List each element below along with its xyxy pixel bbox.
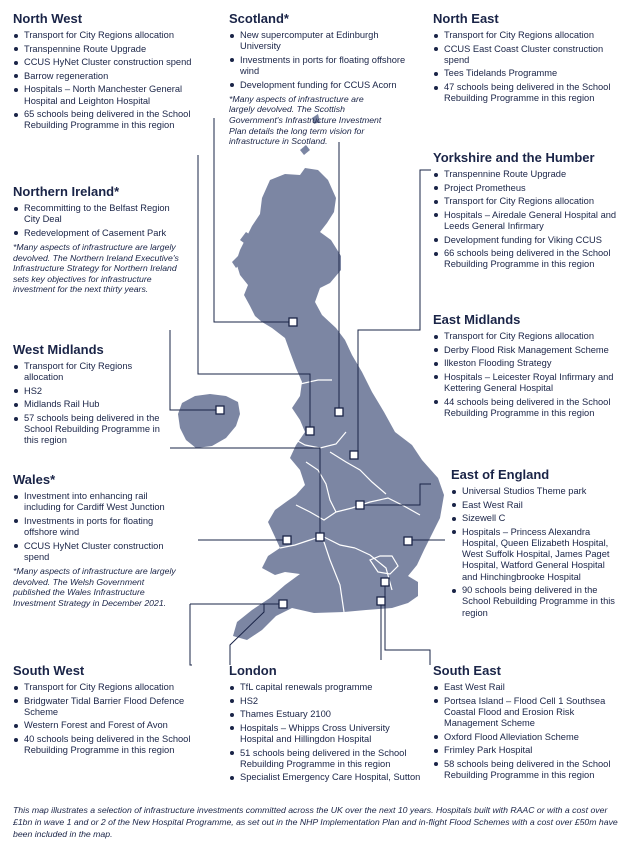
investment-list (13, 361, 163, 447)
region-east-of-england (451, 467, 618, 621)
list-item: Transport for City Regions allocation (13, 30, 199, 41)
list-item: 58 schools being delivered in the School Rebuilding Programme in this region (433, 759, 618, 781)
list-item: 40 schools being delivered in the School Rebuilding Programme in this region (13, 734, 213, 756)
investment-list (13, 30, 199, 132)
region-title: South West (13, 663, 85, 678)
list-item: East West Rail (433, 682, 618, 693)
devolution-note: *Many aspects of infrastructure are largely devolved. The Scottish Government's Infrastructure Investment Plan details the long term vision for infrastructure in Scotland. (229, 93, 382, 147)
marker-south-west-square-marker-icon (279, 600, 287, 608)
region-title: London (229, 663, 277, 678)
list-item: Tees Tidelands Programme (433, 68, 618, 79)
list-item: Hospitals – Princess Alexandra Hospital, Queen Elizabeth Hospital, West Suffolk Hospital, James Paget Hospital, Watford General Hospital and Hinchingbrooke Hospital (451, 527, 618, 583)
marker-south-east-square-marker-icon (377, 597, 385, 605)
list-item: CCUS HyNet Cluster construction spend (13, 57, 199, 68)
region-yorkshire-and-the-humber (433, 150, 618, 273)
marker-north-east-square-marker-icon (335, 408, 343, 416)
list-item: Universal Studios Theme park (451, 486, 618, 497)
list-item: CCUS HyNet Cluster construction spend (13, 541, 183, 563)
list-item: Transpennine Route Upgrade (13, 44, 199, 55)
investment-list (433, 169, 618, 271)
marker-west-midlands-square-marker-icon (316, 533, 324, 541)
marker-london-square-marker-icon (381, 578, 389, 586)
list-item: Bridgwater Tidal Barrier Flood Defence Scheme (13, 696, 213, 718)
region-title: West Midlands (13, 342, 104, 357)
list-item: Portsea Island – Flood Cell 1 Southsea Coastal Flood and Erosion Risk Management Scheme (433, 696, 618, 730)
list-item: Project Prometheus (433, 183, 618, 194)
list-item: Hospitals – Whipps Cross University Hospital and Hillingdon Hospital (229, 723, 424, 745)
list-item: Frimley Park Hospital (433, 745, 618, 756)
region-title: Scotland* (229, 11, 289, 26)
list-item: Transport for City Regions allocation (13, 361, 163, 383)
investment-list (13, 203, 188, 239)
list-item: Redevelopment of Casement Park (13, 228, 188, 239)
list-item: Thames Estuary 2100 (229, 709, 424, 720)
list-item: Derby Flood Risk Management Scheme (433, 345, 618, 356)
investment-list (13, 491, 183, 563)
marker-east-midlands-square-marker-icon (356, 501, 364, 509)
marker-wales-square-marker-icon (283, 536, 291, 544)
list-item: 66 schools being delivered in the School Rebuilding Programme in this region (433, 248, 618, 270)
list-item: Transpennine Route Upgrade (433, 169, 618, 180)
list-item: East West Rail (451, 500, 618, 511)
devolution-note: *Many aspects of infrastructure are largely devolved. The Welsh Government published the Wales Infrastructure Investment Strategy in December 2021. (13, 566, 176, 608)
investment-list (433, 331, 618, 419)
list-item: HS2 (229, 696, 424, 707)
list-item: New supercomputer at Edinburgh University (229, 30, 419, 52)
list-item: Investments in ports for floating offshore wind (229, 55, 419, 77)
list-item: Midlands Rail Hub (13, 399, 163, 410)
list-item: Transport for City Regions allocation (433, 196, 618, 207)
devolution-note: *Many aspects of infrastructure are largely devolved. The Northern Ireland Executive's Infrastructure Strategy for Northern Ireland sets key objectives for infrastructure investment for the next thirty years. (13, 242, 179, 295)
list-item: Hospitals – Leicester Royal Infirmary and Kettering General Hospital (433, 372, 618, 394)
marker-northern-ireland-square-marker-icon (216, 406, 224, 414)
list-item: Western Forest and Forest of Avon (13, 720, 213, 731)
marker-north-west-square-marker-icon (306, 427, 314, 435)
region-wales (13, 472, 183, 608)
region-title: North East (433, 11, 499, 26)
marker-yorkshire-square-marker-icon (350, 451, 358, 459)
region-east-midlands (433, 312, 618, 421)
investment-list (433, 682, 618, 781)
list-item: CCUS East Coast Cluster construction spend (433, 44, 618, 66)
list-item: 65 schools being delivered in the School Rebuilding Programme in this region (13, 109, 199, 131)
list-item: Development funding for Viking CCUS (433, 235, 618, 246)
region-title: East of England (451, 467, 550, 482)
region-title: South East (433, 663, 501, 678)
investment-list (433, 30, 618, 104)
investment-list (229, 682, 424, 784)
region-london (229, 663, 424, 786)
list-item: Investment into enhancing rail including for Cardiff West Junction (13, 491, 183, 513)
region-north-west (13, 11, 199, 134)
list-item: Hospitals – Airedale General Hospital and Leeds General Infirmary (433, 210, 618, 232)
northern-ireland-landmass (178, 394, 240, 448)
list-item: Transport for City Regions allocation (433, 30, 618, 41)
list-item: Development funding for CCUS Acorn (229, 80, 419, 91)
region-south-east (433, 663, 618, 784)
region-title: Yorkshire and the Humber (433, 150, 595, 165)
region-title: East Midlands (433, 312, 521, 327)
list-item: TfL capital renewals programme (229, 682, 424, 693)
list-item: Oxford Flood Alleviation Scheme (433, 732, 618, 743)
region-title: Wales* (13, 472, 56, 487)
region-scotland (229, 11, 419, 147)
list-item: 51 schools being delivered in the School Rebuilding Programme in this region (229, 748, 424, 770)
marker-east-of-england-square-marker-icon (404, 537, 412, 545)
list-item: Investments in ports for floating offshore wind (13, 516, 183, 538)
region-title: Northern Ireland* (13, 184, 120, 199)
list-item: 44 schools being delivered in the School Rebuilding Programme in this region (433, 397, 618, 419)
list-item: Barrow regeneration (13, 71, 199, 82)
investment-list (229, 30, 419, 91)
region-south-west (13, 663, 213, 759)
list-item: 90 schools being delivered in the School Rebuilding Programme in this region (451, 585, 618, 619)
map-footnote: This map illustrates a selection of infrastructure investments committed across the UK over the next 10 years. Hospitals built with RAAC or with a cost over £1bn in wave 1 and or 2 of the New Hospital Programme, as set out in the NHP Implementation Plan and in-flight Flood Schemes with a cost over £50m have been included in the map. (13, 805, 618, 839)
list-item: Recommitting to the Belfast Region City Deal (13, 203, 188, 225)
list-item: 47 schools being delivered in the School Rebuilding Programme in this region (433, 82, 618, 104)
investment-list (451, 486, 618, 619)
region-north-east (433, 11, 618, 107)
region-west-midlands (13, 342, 163, 449)
region-northern-ireland (13, 184, 188, 295)
list-item: Ilkeston Flooding Strategy (433, 358, 618, 369)
list-item: Sizewell C (451, 513, 618, 524)
region-title: North West (13, 11, 83, 26)
list-item: HS2 (13, 386, 163, 397)
list-item: 57 schools being delivered in the School Rebuilding Programme in this region (13, 413, 163, 447)
list-item: Specialist Emergency Care Hospital, Sutton (229, 772, 424, 783)
list-item: Hospitals – North Manchester General Hospital and Leighton Hospital (13, 84, 199, 106)
marker-scotland-square-marker-icon (289, 318, 297, 326)
investment-list (13, 682, 213, 756)
list-item: Transport for City Regions allocation (13, 682, 213, 693)
list-item: Transport for City Regions allocation (433, 331, 618, 342)
